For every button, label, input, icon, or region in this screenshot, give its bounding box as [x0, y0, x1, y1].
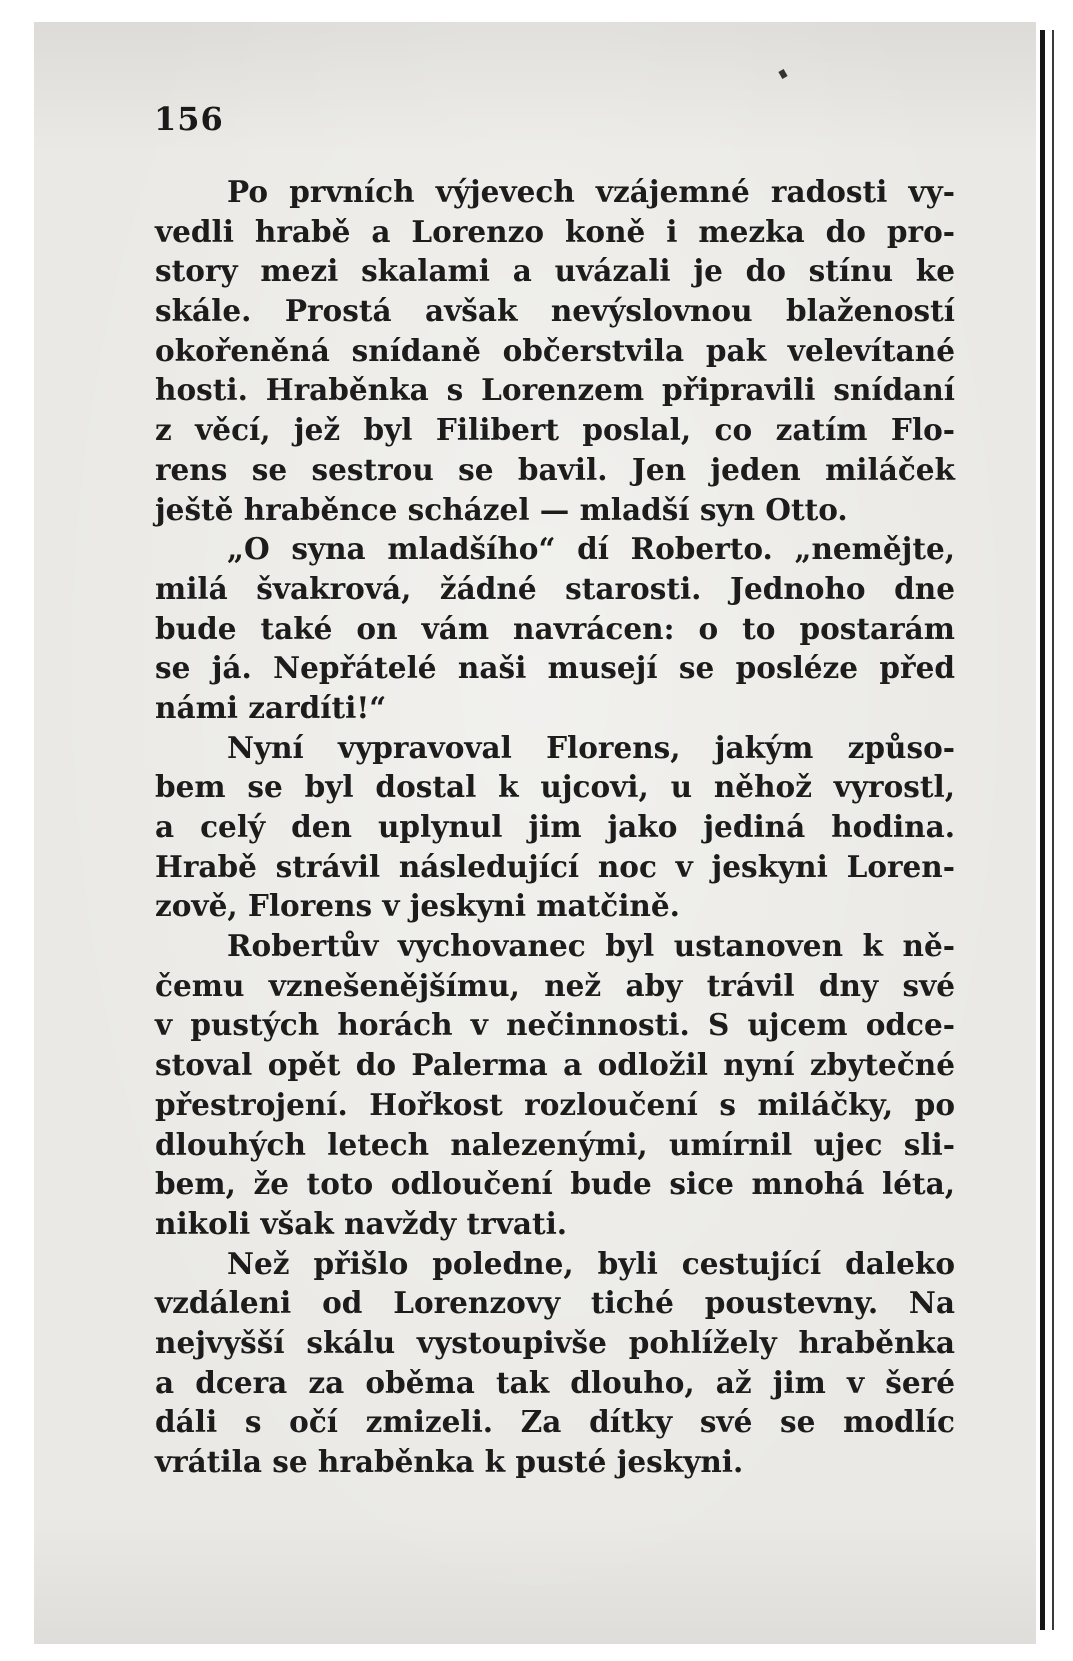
text-line: čemu vznešenějšímu, než aby trávil dny své: [155, 967, 955, 1003]
text-line: bude také on vám navrácen: o to postarám: [155, 610, 955, 646]
text-line: rens se sestrou se bavil. Jen jeden miláček: [155, 451, 955, 487]
text-line: milá švakrová, žádné starosti. Jednoho dne: [155, 570, 955, 606]
text-line: přestrojení. Hořkost rozloučení s miláčky, po: [155, 1086, 955, 1122]
text-line: story mezi skalami a uvázali je do stínu ke: [155, 253, 955, 289]
text-line: vedli hrabě a Lorenzo koně i mezka do pro-: [155, 213, 955, 249]
text-line: se já. Nepřátelé naši musejí se posléze před: [155, 650, 955, 686]
text-line: okořeněná snídaně občerstvila pak velevítané: [155, 332, 955, 368]
text-line: Než přišlo poledne, byli cestující daleko: [227, 1245, 955, 1281]
page-number: 156: [154, 100, 224, 138]
text-line: a celý den uplynul jim jako jediná hodina.: [155, 809, 955, 844]
text-line: vzdáleni od Lorenzovy tiché poustevny. Na: [155, 1285, 955, 1321]
text-line: bem se byl dostal k ujcovi, u něhož vyrostl,: [155, 769, 955, 805]
text-line: z věcí, jež byl Filibert poslal, co zatím Flo-: [155, 412, 955, 448]
text-line: Po prvních výjevech vzájemné radosti vy-: [227, 174, 955, 209]
text-line: vrátila se hraběnka k pusté jeskyni.: [155, 1444, 744, 1479]
text-line: nejvyšší skálu vystoupivše pohlížely hraběnka: [155, 1324, 955, 1360]
text-line: „O syna mladšího“ dí Roberto. „nemějte,: [227, 531, 955, 567]
text-line: dlouhých letech nalezenými, umírnil ujec sli-: [155, 1126, 955, 1162]
text-line: bem, že toto odloučení bude sice mnohá léta,: [155, 1166, 955, 1202]
text-line: a dcera za oběma tak dlouho, až jim v šeré: [155, 1364, 955, 1400]
page-edge-shadow: [1040, 30, 1045, 1630]
text-line: skále. Prostá avšak nevýslovnou blažeností: [155, 293, 955, 329]
text-line: dáli s očí zmizeli. Za dítky své se modlíc: [155, 1404, 955, 1440]
page-edge-shadow-secondary: [1052, 30, 1054, 1630]
text-line: stoval opět do Palerma a odložil nyní zbytečné: [155, 1047, 955, 1083]
text-line: Robertův vychovanec byl ustanoven k ně-: [227, 928, 955, 964]
text-line: Hrabě strávil následující noc v jeskyni Loren-: [155, 848, 955, 884]
text-line: ještě hraběnce scházel — mladší syn Otto.: [155, 491, 848, 527]
text-line: zově, Florens v jeskyni matčině.: [155, 888, 680, 924]
text-line: hosti. Hraběnka s Lorenzem připravili snídaní: [155, 372, 955, 408]
text-line: v pustých horách v nečinnosti. S ujcem odce-: [155, 1007, 955, 1043]
body-text: [155, 172, 955, 1482]
text-line: Nyní vypravoval Florens, jakým způso-: [227, 729, 955, 765]
text-line: nikoli však navždy trvati.: [155, 1205, 568, 1241]
text-line: námi zardíti!“: [155, 689, 387, 725]
